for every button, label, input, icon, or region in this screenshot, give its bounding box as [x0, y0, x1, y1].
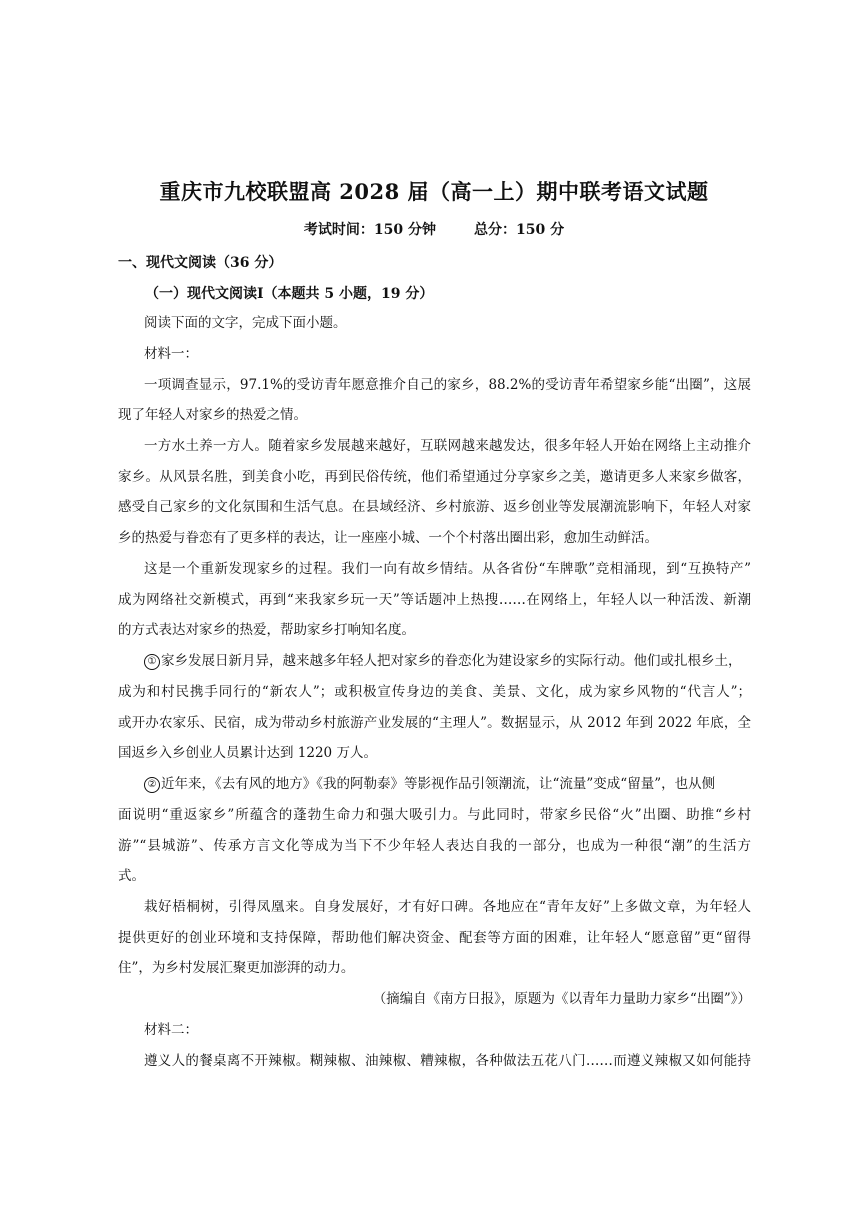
material1-label: 材料一： [144, 346, 198, 362]
material1-line: 国返乡入乡创业人员累计达到 1220 万人。 [118, 745, 377, 761]
material1-line: 提供更好的创业环境和支持保障，帮助他们解决资金、配套等方面的困难，让年轻人“愿意留”更“留得 [118, 930, 751, 946]
material1-line: 一项调查显示，97.1%的受访青年愿意推介自己的家乡，88.2%的受访青年希望家乡能“出圈”，这展 [144, 377, 751, 393]
paragraph-marker-2: ② [144, 777, 160, 793]
material1-line: 面说明“重返家乡”所蕴含的蓬勃生命力和强大吸引力。与此同时，带家乡民俗“火”出圈、助推“乡村 [118, 807, 751, 823]
material1-line: 现了年轻人对家乡的热爱之情。 [118, 407, 307, 423]
material1-line: 近年来，《去有风的地方》《我的阿勒泰》等影视作品引领潮流，让“流量”变成“留量”，也从侧 [161, 776, 716, 792]
exam-time: 考试时间：150 分钟 [303, 222, 436, 238]
exam-score: 总分：150 分 [474, 222, 565, 238]
material2-line: 遵义人的餐桌离不开辣椒。糊辣椒、油辣椒、糟辣椒，各种做法五花八门……而遵义辣椒又如何能持 [144, 1053, 751, 1069]
instruction: 阅读下面的文字，完成下面小题。 [144, 315, 347, 331]
exam-title: 重庆市九校联盟高 2028 届（高一上）期中联考语文试题 [159, 179, 709, 204]
material1-line: 住”，为乡村发展汇聚更加澎湃的动力。 [118, 960, 355, 976]
subsection-heading: （一）现代文阅读Ⅰ（本题共 5 小题，19 分） [145, 286, 434, 302]
paragraph-2-first-line [118, 774, 751, 794]
source-citation: （摘编自《南方日报》，原题为《以青年力量助力家乡“出圈”》） [372, 991, 751, 1007]
exam-info [0, 219, 868, 239]
material1-line: 或开办农家乐、民宿，成为带动乡村旅游产业发展的“主理人”。数据显示，从 2012 年到 2022 年底，全 [118, 715, 751, 731]
material1-line: 家乡发展日新月异，越来越多年轻人把对家乡的眷恋化为建设家乡的实际行动。他们或扎根乡土， [161, 653, 742, 669]
material2-label: 材料二： [144, 1022, 198, 1038]
material1-line: 成为网络社交新模式，再到“来我家乡玩一天”等话题冲上热搜……在网络上，年轻人以一种活泼、新潮 [118, 592, 751, 608]
paragraph-marker-1: ① [144, 654, 160, 670]
material1-line: 感受自己家乡的文化氛围和生活气息。在县域经济、乡村旅游、返乡创业等发展潮流影响下，年轻人对家 [118, 499, 751, 515]
material1-line: 成为和村民携手同行的“新农人”；或积极宣传身边的美食、美景、文化，成为家乡风物的“代言人”； [118, 684, 751, 700]
material1-line: 游”“县城游”、传承方言文化等成为当下不少年轻人表达自我的一部分，也成为一种很“潮”的生活方 [118, 838, 751, 854]
material1-line: 这是一个重新发现家乡的过程。我们一向有故乡情结。从各省份“车牌歌”竞相涌现，到“互换特产” [144, 561, 751, 577]
material1-line: 栽好梧桐树，引得凤凰来。自身发展好，才有好口碑。各地应在“青年友好”上多做文章，为年轻人 [144, 899, 751, 915]
material1-line: 的方式表达对家乡的热爱，帮助家乡打响知名度。 [118, 622, 415, 638]
section-heading: 一、现代文阅读（36 分） [118, 255, 283, 271]
material1-line: 式。 [118, 868, 145, 884]
material1-line: 乡的热爱与眷恋有了更多样的表达，让一座座小城、一个个村落出圈出彩，愈加生动鲜活。 [118, 530, 658, 546]
material1-line: 家乡。从风景名胜，到美食小吃，再到民俗传统，他们希望通过分享家乡之美，邀请更多人来家乡做客， [118, 469, 751, 485]
paragraph-1-first-line [118, 651, 751, 671]
material1-line: 一方水土养一方人。随着家乡发展越来越好，互联网越来越发达，很多年轻人开始在网络上主动推介 [144, 438, 751, 454]
